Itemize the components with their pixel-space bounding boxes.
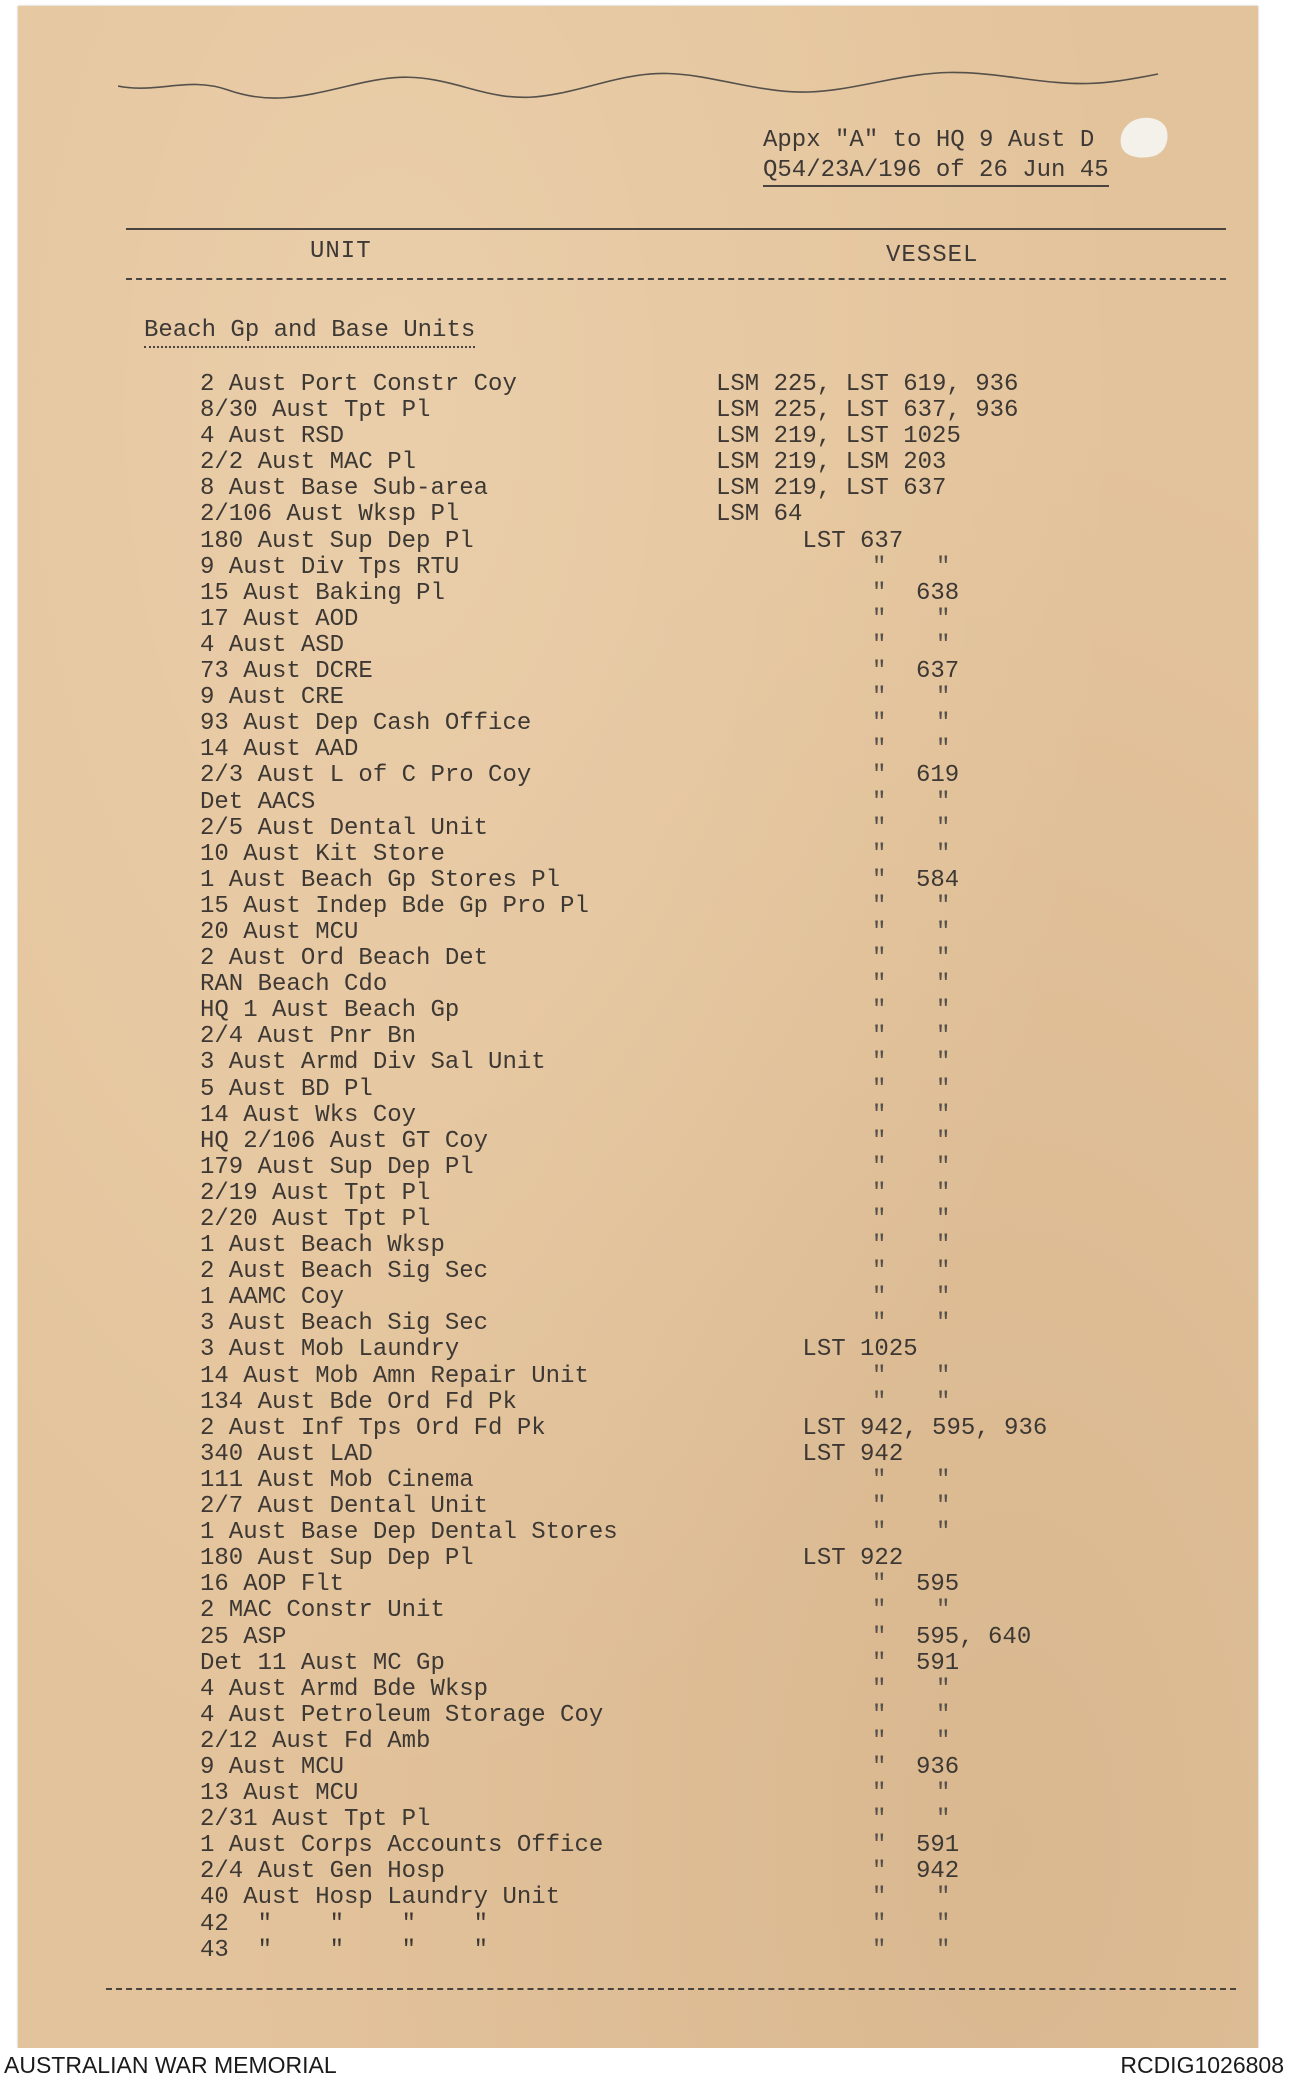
ditto-mark: " [936,1127,951,1155]
table-row [18,711,1258,737]
table-row [18,529,1258,555]
ditto-mark: " [872,892,887,920]
ditto-mark: " [872,553,887,581]
header-top-rule [126,228,1226,230]
ditto-mark: " [936,1597,951,1625]
unit-name: 134 Aust Bde Ord Fd Pk [200,1388,517,1416]
ditto-mark: " [872,1910,887,1938]
unit-name: 1 Aust Corps Accounts Office [200,1832,604,1860]
table-row [18,763,1258,789]
table-row [18,1703,1258,1729]
column-header-unit: UNIT [310,238,372,265]
unit-name: 2/5 Aust Dental Unit [200,814,489,842]
ditto-mark: " [872,1597,887,1625]
ditto-mark: " [872,1858,887,1886]
vessel-assignment: LST 942 [716,1440,904,1468]
unit-name: 5 Aust BD Pl [200,1075,373,1103]
vessel-number: 942 [916,1858,960,1886]
ditto-mark: " [872,1362,887,1390]
unit-name: 2/4 Aust Pnr Bn [200,1023,417,1051]
ditto-mark: " [936,997,951,1025]
table-row [18,1233,1258,1259]
unit-name: 20 Aust MCU [200,918,359,946]
ditto-mark: " [936,553,951,581]
ditto-mark: " [936,1910,951,1938]
vessel-assignment: LST 942, 595, 936 [716,1414,1048,1442]
table-row [18,1755,1258,1781]
ditto-mark: " [872,1519,887,1547]
table-row [18,1807,1258,1833]
vessel-assignment: LSM 64 [716,501,803,529]
document-page [18,6,1258,2048]
ditto-mark: " [872,1232,887,1260]
ditto-mark: " [872,1675,887,1703]
unit-name: 93 Aust Dep Cash Office [200,710,532,738]
unit-name: 2/12 Aust Fd Amb [200,1727,431,1755]
ditto-mark: " [936,684,951,712]
ditto-mark: " [872,710,887,738]
footer-archive-name: AUSTRALIAN WAR MEMORIAL [4,2052,337,2078]
table-row [18,1833,1258,1859]
unit-name: 1 AAMC Coy [200,1284,345,1312]
table-row [18,1129,1258,1155]
vessel-number: 595, 640 [916,1623,1032,1651]
ditto-mark: " [872,684,887,712]
unit-name: 9 Aust Div Tps RTU [200,553,460,581]
ditto-mark: " [872,1623,887,1651]
ditto-mark: " [872,1571,887,1599]
table-row [18,1781,1258,1807]
vessel-assignment: LST 922 [716,1545,904,1573]
vessel-assignment: LST 1025 [716,1336,918,1364]
ditto-mark: " [936,1806,951,1834]
ditto-mark: " [936,1258,951,1286]
ditto-mark: " [936,1075,951,1103]
ditto-mark: " [872,1075,887,1103]
unit-name: HQ 1 Aust Beach Gp [200,997,460,1025]
ditto-mark: " [936,1727,951,1755]
ditto-mark: " [936,1701,951,1729]
ditto-mark: " [872,605,887,633]
unit-name: 2 Aust Ord Beach Det [200,945,489,973]
ditto-mark: " [936,971,951,999]
unit-name: 2 MAC Constr Unit [200,1597,445,1625]
column-header-vessel: VESSEL [886,242,979,269]
ditto-mark: " [872,1258,887,1286]
ditto-mark: " [936,1493,951,1521]
table-row [18,1494,1258,1520]
ditto-mark: " [872,1884,887,1912]
unit-name: 4 Aust RSD [200,423,345,451]
table-row [18,737,1258,763]
ditto-mark: " [936,1023,951,1051]
ditto-mark: " [872,945,887,973]
table-row [18,868,1258,894]
table-row [18,450,1258,476]
ditto-mark: " [872,1832,887,1860]
unit-name: 3 Aust Armd Div Sal Unit [200,1049,546,1077]
unit-vessel-table [18,372,1258,1964]
ditto-mark: " [872,1753,887,1781]
ditto-mark: " [872,1701,887,1729]
table-row [18,1651,1258,1677]
ditto-mark: " [872,1493,887,1521]
unit-name: 2/3 Aust L of C Pro Coy [200,762,532,790]
table-row [18,1390,1258,1416]
vessel-assignment: LSM 219, LSM 203 [716,449,947,477]
ditto-mark: " [936,1675,951,1703]
paper-hole [1116,112,1173,163]
ditto-mark: " [872,788,887,816]
ditto-mark: " [936,892,951,920]
ditto-mark: " [872,1049,887,1077]
unit-name: 15 Aust Baking Pl [200,579,445,607]
ditto-mark: " [936,1780,951,1808]
ditto-mark: " [936,1284,951,1312]
unit-name: Det 11 Aust MC Gp [200,1649,445,1677]
ditto-mark: " [936,918,951,946]
unit-name: 2/2 Aust MAC Pl [200,449,417,477]
ditto-mark: " [872,1466,887,1494]
ditto-mark: " [936,1206,951,1233]
unit-name: 2/4 Aust Gen Hosp [200,1858,445,1886]
unit-name: 10 Aust Kit Store [200,840,445,868]
ditto-mark: " [936,1049,951,1077]
ditto-mark: " [936,1310,951,1338]
table-row [18,607,1258,633]
table-row [18,1938,1258,1964]
unit-name: 9 Aust MCU [200,1753,345,1781]
vessel-number: 637 [916,658,960,686]
ditto-mark: " [936,1884,951,1912]
vessel-number: 584 [916,866,960,894]
unit-name: 42 " " " " [200,1910,489,1938]
unit-name: 17 Aust AOD [200,605,359,633]
table-row [18,1912,1258,1938]
ditto-mark: " [936,1466,951,1494]
table-row [18,1885,1258,1911]
ditto-mark: " [872,631,887,659]
table-row [18,1625,1258,1651]
unit-name: 4 Aust ASD [200,631,345,659]
ditto-mark: " [872,1388,887,1416]
ditto-mark: " [872,1023,887,1051]
footer-catalogue-id: RCDIG1026808 [1120,2052,1284,2078]
table-row [18,1077,1258,1103]
unit-name: 14 Aust Wks Coy [200,1101,417,1129]
table-row [18,1729,1258,1755]
unit-name: 15 Aust Indep Bde Gp Pro Pl [200,892,589,920]
table-row [18,685,1258,711]
unit-name: 4 Aust Armd Bde Wksp [200,1675,489,1703]
ditto-mark: " [872,579,887,607]
table-row [18,372,1258,398]
unit-name: 1 Aust Beach Gp Stores Pl [200,866,561,894]
unit-name: 2/106 Aust Wksp Pl [200,501,460,529]
ditto-mark: " [872,658,887,686]
unit-name: 25 ASP [200,1623,287,1651]
ditto-mark: " [936,1936,951,1964]
table-row [18,1181,1258,1207]
table-row [18,920,1258,946]
ditto-mark: " [872,1153,887,1181]
table-row [18,1050,1258,1076]
ditto-mark: " [936,814,951,842]
vessel-number: 619 [916,762,960,790]
unit-name: 2 Aust Port Constr Coy [200,371,517,398]
table-row [18,633,1258,659]
unit-name: 13 Aust MCU [200,1780,359,1808]
table-row [18,972,1258,998]
table-row [18,1311,1258,1337]
ditto-mark: " [936,736,951,764]
ditto-mark: " [936,1153,951,1181]
table-row [18,1546,1258,1572]
table-row [18,1859,1258,1885]
table-row [18,1285,1258,1311]
ditto-mark: " [872,1127,887,1155]
ditto-mark: " [936,605,951,633]
ditto-mark: " [872,1179,887,1207]
unit-name: 16 AOP Flt [200,1571,345,1599]
table-row [18,1337,1258,1363]
table-row [18,659,1258,685]
unit-name: 2/31 Aust Tpt Pl [200,1806,431,1834]
ditto-mark: " [936,1362,951,1390]
ditto-mark: " [872,1780,887,1808]
unit-name: 111 Aust Mob Cinema [200,1466,474,1494]
ditto-mark: " [872,918,887,946]
unit-name: 2 Aust Beach Sig Sec [200,1258,489,1286]
section-title: Beach Gp and Base Units [144,316,475,348]
vessel-number: 638 [916,579,960,607]
unit-name: 180 Aust Sup Dep Pl [200,1545,474,1573]
table-row [18,1103,1258,1129]
table-row [18,790,1258,816]
unit-name: 3 Aust Beach Sig Sec [200,1310,489,1338]
ditto-mark: " [872,1310,887,1338]
ditto-mark: " [872,814,887,842]
table-row [18,476,1258,502]
unit-name: 2/7 Aust Dental Unit [200,1493,489,1521]
ditto-mark: " [936,945,951,973]
unit-name: HQ 2/106 Aust GT Coy [200,1127,489,1155]
table-row [18,842,1258,868]
unit-name: 1 Aust Base Dep Dental Stores [200,1519,618,1547]
unit-name: 179 Aust Sup Dep Pl [200,1153,474,1181]
reference-block [763,126,1109,187]
table-row [18,502,1258,528]
ditto-mark: " [872,866,887,894]
ditto-mark: " [936,1388,951,1416]
vessel-number: 595 [916,1571,960,1599]
vessel-number: 591 [916,1832,960,1860]
ditto-mark: " [872,997,887,1025]
unit-name: 73 Aust DCRE [200,658,373,686]
ditto-mark: " [936,710,951,738]
unit-name: 340 Aust LAD [200,1440,373,1468]
table-row [18,398,1258,424]
unit-name: 8/30 Aust Tpt Pl [200,397,431,425]
table-row [18,1416,1258,1442]
reference-line-2: Q54/23A/196 of 26 Jun 45 [763,157,1109,187]
unit-name: 2/19 Aust Tpt Pl [200,1179,431,1207]
table-row [18,1024,1258,1050]
table-row [18,1207,1258,1233]
ditto-mark: " [936,631,951,659]
unit-name: 14 Aust AAD [200,736,359,764]
ditto-mark: " [872,840,887,868]
ditto-mark: " [936,1179,951,1207]
bottom-rule [106,1988,1236,1990]
table-row [18,581,1258,607]
torn-edge-decoration [118,64,1168,114]
unit-name: 4 Aust Petroleum Storage Coy [200,1701,604,1729]
ditto-mark: " [872,736,887,764]
table-row [18,1677,1258,1703]
table-row [18,946,1258,972]
ditto-mark: " [936,1519,951,1547]
table-row [18,816,1258,842]
ditto-mark: " [872,1936,887,1964]
ditto-mark: " [872,971,887,999]
vessel-number: 591 [916,1649,960,1677]
ditto-mark: " [872,1284,887,1312]
unit-name: 40 Aust Hosp Laundry Unit [200,1884,561,1912]
ditto-mark: " [872,1649,887,1677]
unit-name: 1 Aust Beach Wksp [200,1232,445,1260]
table-row [18,1468,1258,1494]
ditto-mark: " [936,1232,951,1260]
unit-name: 180 Aust Sup Dep Pl [200,527,474,555]
table-row [18,555,1258,581]
ditto-mark: " [872,1101,887,1129]
table-row [18,894,1258,920]
unit-name: RAN Beach Cdo [200,971,388,999]
unit-name: 2/20 Aust Tpt Pl [200,1206,431,1233]
ditto-mark: " [936,840,951,868]
ditto-mark: " [872,1206,887,1233]
reference-line-1: Appx "A" to HQ 9 Aust D [763,127,1095,154]
table-row [18,1155,1258,1181]
ditto-mark: " [872,1727,887,1755]
header-bottom-rule [126,278,1226,280]
ditto-mark: " [936,1101,951,1129]
vessel-assignment: LSM 225, LST 637, 936 [716,397,1019,425]
unit-name: 8 Aust Base Sub-area [200,475,489,503]
unit-name: 14 Aust Mob Amn Repair Unit [200,1362,589,1390]
table-row [18,1572,1258,1598]
vessel-number: 936 [916,1753,960,1781]
ditto-mark: " [936,788,951,816]
vessel-assignment: LSM 225, LST 619, 936 [716,371,1019,398]
unit-name: Det AACS [200,788,316,816]
vessel-assignment: LST 637 [716,527,904,555]
table-row [18,1598,1258,1624]
unit-name: 3 Aust Mob Laundry [200,1336,460,1364]
vessel-assignment: LSM 219, LST 637 [716,475,947,503]
ditto-mark: " [872,762,887,790]
unit-name: 2 Aust Inf Tps Ord Fd Pk [200,1414,546,1442]
table-row [18,998,1258,1024]
table-row [18,424,1258,450]
unit-name: 43 " " " " [200,1936,489,1964]
table-row [18,1364,1258,1390]
table-row [18,1442,1258,1468]
ditto-mark: " [872,1806,887,1834]
archive-footer [0,2048,1296,2081]
table-row [18,1520,1258,1546]
table-row [18,1259,1258,1285]
unit-name: 9 Aust CRE [200,684,345,712]
vessel-assignment: LSM 219, LST 1025 [716,423,961,451]
